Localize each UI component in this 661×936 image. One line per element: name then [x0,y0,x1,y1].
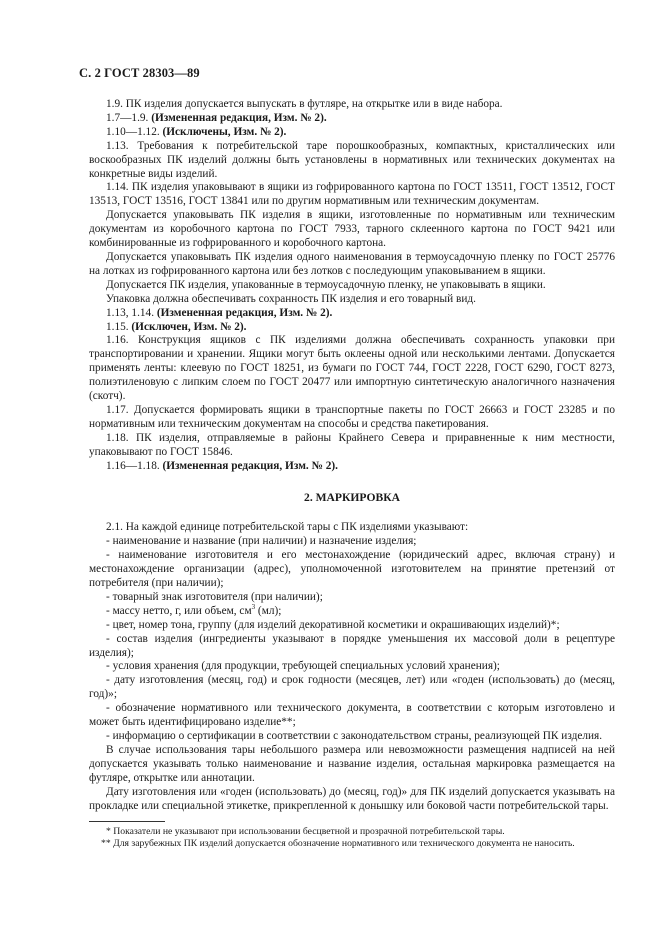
amendment-note-1-10-1-12: 1.10—1.12. (Исключены, Изм. № 2). [106,125,287,138]
section-title-marking: 2. МАРКИРОВКА [304,491,400,505]
amendment-note-1-16-1-18: 1.16—1.18. (Измененная редакция, Изм. № 2). [106,459,338,472]
paragraph-2-1: 2.1. На каждой единице потребительской тары с ПК изделиями указывают: [106,521,469,534]
amendment-note-1-15: 1.15. (Исключен, Изм. № 2). [106,320,247,333]
list-item: - наименование и название (при наличии) и назначение изделия; [106,535,417,548]
list-item: - массу нетто, г, или объем, $см^3$ (мл); [106,603,282,617]
footnote-2: ** Для зарубежных ПК изделий допускается обозначение нормативного или технического документа не наносить. [101,838,575,850]
list-item: - информацию о сертификации в соответствии с законодательством страны, реализующей ПК изделия. [106,729,603,742]
paragraph-small-container: В случае использования тары небольшого размера или невозможности размещения надписей на ней допускается указывать только наименование и название изделия, остальная маркировка размещается на футляре, открытке или аннотации. [89,743,615,784]
list-item: - наименование изготовителя и его местонахождение (юридический адрес, включая страну) и местонахождение организации (адрес), уполномоченной изготовителем на принятие претензий от потребителя (при наличии); [89,549,615,589]
list-item: - цвет, номер тона, группу (для изделий декоративной косметики и окрашивающих изделий)*; [106,618,560,631]
document-body [89,98,615,850]
paragraph-1-9: 1.9. ПК изделия допускается выпускать в футляре, на открытке или в виде набора. [106,98,503,110]
paragraph-1-17: 1.17. Допускается формировать ящики в транспортные пакеты по ГОСТ 26663 и ГОСТ 23285 и по нормативным или техническим документам на способы и средства пакетирования. [89,403,615,430]
list-item: - состав изделия (ингредиенты указывают в порядке уменьшения их массовой доли в рецептуре изделия); [89,632,615,659]
paragraph-1-16: 1.16. Конструкция ящиков с ПК изделиями должна обеспечивать сохранность упаковки при транспортировании и хранении. Ящики могут быть оклеены одной или несколькими лентами. Допускается применять ленты: клеевую по ГОСТ 18251, из бумаги по ГОСТ 744, ГОСТ 2228, ГОСТ 6290, ГОСТ 8273, полиэтиленовую с липким слоем по ГОСТ 20477 или импортную синтетическую аналогичного назначения (скотч). [89,334,615,403]
footnote-1: * Показатели не указывают при использовании бесцветной и прозрачной потребительской тары. [106,826,505,838]
paragraph-1-13: 1.13. Требования к потребительской таре порошкообразных, компактных, кристаллических или воскообразных ПК изделий должны быть установлены в нормативных или технических документах на конкретные виды изделий. [89,139,615,180]
section-marking [89,521,615,813]
list-item: - обозначение нормативного или технического документа, в соответствии с которым изготовлено и может быть идентифицировано изделие**; [89,702,615,729]
list-item: - дату изготовления (месяц, год) и срок годности (месяцев, лет) или «годен (использовать) до (месяц, год)»; [89,674,615,701]
list-item: - товарный знак изготовителя (при наличии); [106,590,323,603]
page-header: С. 2 ГОСТ 28303—89 [79,66,200,80]
paragraph-date-label: Дату изготовления или «годен (использовать) до (месяц, год)» для ПК изделий допускается указывать на прокладке или специальной этикетке, прикрепленной к донышку или боковой части потребительской тары. [89,785,615,812]
paragraph-1-14-shrink-film: Допускается упаковывать ПК изделия одного наименования в термоусадочную пленку по ГОСТ 25776 на лотках из гофрированного картона или без лотков с последующим упаковыванием в ящики. [89,250,615,277]
amendment-note-1-7-1-9: 1.7—1.9. (Измененная редакция, Изм. № 2). [106,111,327,124]
paragraph-1-14-boxes: Допускается упаковывать ПК изделия в ящики, изготовленные по нормативным или техническим документам из коробочного картона по ГОСТ 7933, тарного склеенного картона по ГОСТ 9421 или комбинированные из гофрированного и коробочного картона. [89,209,615,250]
paragraph-1-14-film-no-box: Допускается ПК изделия, упакованные в термоусадочную пленку, не упаковывать в ящики. [106,278,546,291]
paragraph-1-18: 1.18. ПК изделия, отправляемые в районы Крайнего Севера и приравненные к ним местности, упаковывают по ГОСТ 15846. [89,431,615,458]
paragraph-1-14-packaging: Упаковка должна обеспечивать сохранность ПК изделия и его товарный вид. [106,292,476,305]
footnote-divider [89,821,165,822]
amendment-note-1-13-1-14: 1.13, 1.14. (Измененная редакция, Изм. № 2). [106,306,333,319]
paragraph-1-14: 1.14. ПК изделия упаковывают в ящики из гофрированного картона по ГОСТ 13511, ГОСТ 13512, ГОСТ 13513, ГОСТ 13516, ГОСТ 13841 или по другим нормативным или техническим документам. [89,181,615,208]
list-item: - условия хранения (для продукции, требующей специальных условий хранения); [106,660,500,673]
